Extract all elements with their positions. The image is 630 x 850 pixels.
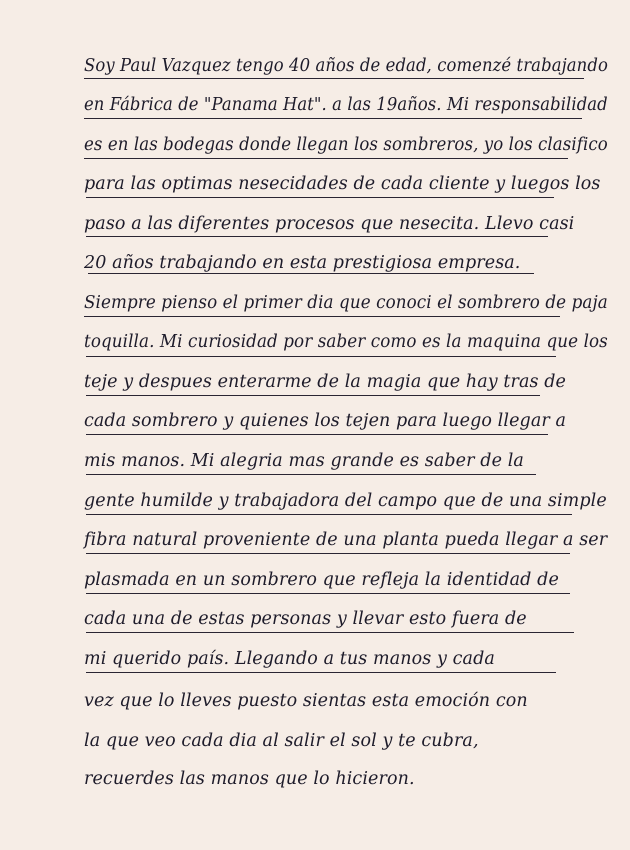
letter-line-18: la que veo cada dia al salir el sol y te cubra, xyxy=(84,731,479,751)
ruled-line xyxy=(84,118,582,119)
letter-line-4: para las optimas nesecidades de cada cliente y luegos los xyxy=(84,174,601,194)
ruled-line xyxy=(84,78,584,79)
ruled-line xyxy=(86,356,556,357)
ruled-line xyxy=(86,236,548,237)
letter-line-9: teje y despues enterarme de la magia que hay tras de xyxy=(84,372,567,392)
letter-line-6: 20 años trabajando en esta prestigiosa empresa. xyxy=(84,253,521,273)
letter-line-1: Soy Paul Vazquez tengo 40 años de edad, comenzé trabajando xyxy=(84,56,608,76)
letter-line-14: plasmada en un sombrero que refleja la identidad de xyxy=(84,570,559,590)
letter-line-16: mi querido país. Llegando a tus manos y cada xyxy=(84,649,495,669)
letter-line-15: cada una de estas personas y llevar esto fuera de xyxy=(84,609,527,629)
letter-line-11: mis manos. Mi alegria mas grande es saber de la xyxy=(84,451,524,471)
ruled-line xyxy=(86,672,556,673)
letter-line-10: cada sombrero y quienes los tejen para luego llegar a xyxy=(84,411,567,431)
letter-line-19: recuerdes las manos que lo hicieron. xyxy=(84,769,415,789)
ruled-line xyxy=(86,553,570,554)
ruled-line xyxy=(84,316,560,317)
ruled-line xyxy=(86,395,540,396)
ruled-line xyxy=(86,632,574,633)
ruled-line xyxy=(88,273,534,274)
letter-line-13: fibra natural proveniente de una planta pueda llegar a ser xyxy=(84,530,608,550)
ruled-line xyxy=(86,593,570,594)
letter-line-3: es en las bodegas donde llegan los sombreros, yo los clasifico xyxy=(84,135,608,155)
ruled-line xyxy=(86,514,572,515)
letter-line-2: en Fábrica de "Panama Hat". a las 19años. Mi responsabilidad xyxy=(84,95,608,115)
letter-line-5: paso a las diferentes procesos que nesecita. Llevo casi xyxy=(84,214,575,234)
ruled-line xyxy=(86,434,548,435)
letter-line-17: vez que lo lleves puesto sientas esta emoción con xyxy=(84,691,528,711)
letter-line-7: Siempre pienso el primer dia que conoci el sombrero de paja xyxy=(84,293,608,313)
ruled-line xyxy=(86,197,554,198)
letter-line-8: toquilla. Mi curiosidad por saber como es la maquina que los xyxy=(84,332,608,352)
ruled-line xyxy=(86,474,536,475)
letter-line-12: gente humilde y trabajadora del campo que de una simple xyxy=(84,491,607,511)
ruled-line xyxy=(84,158,568,159)
